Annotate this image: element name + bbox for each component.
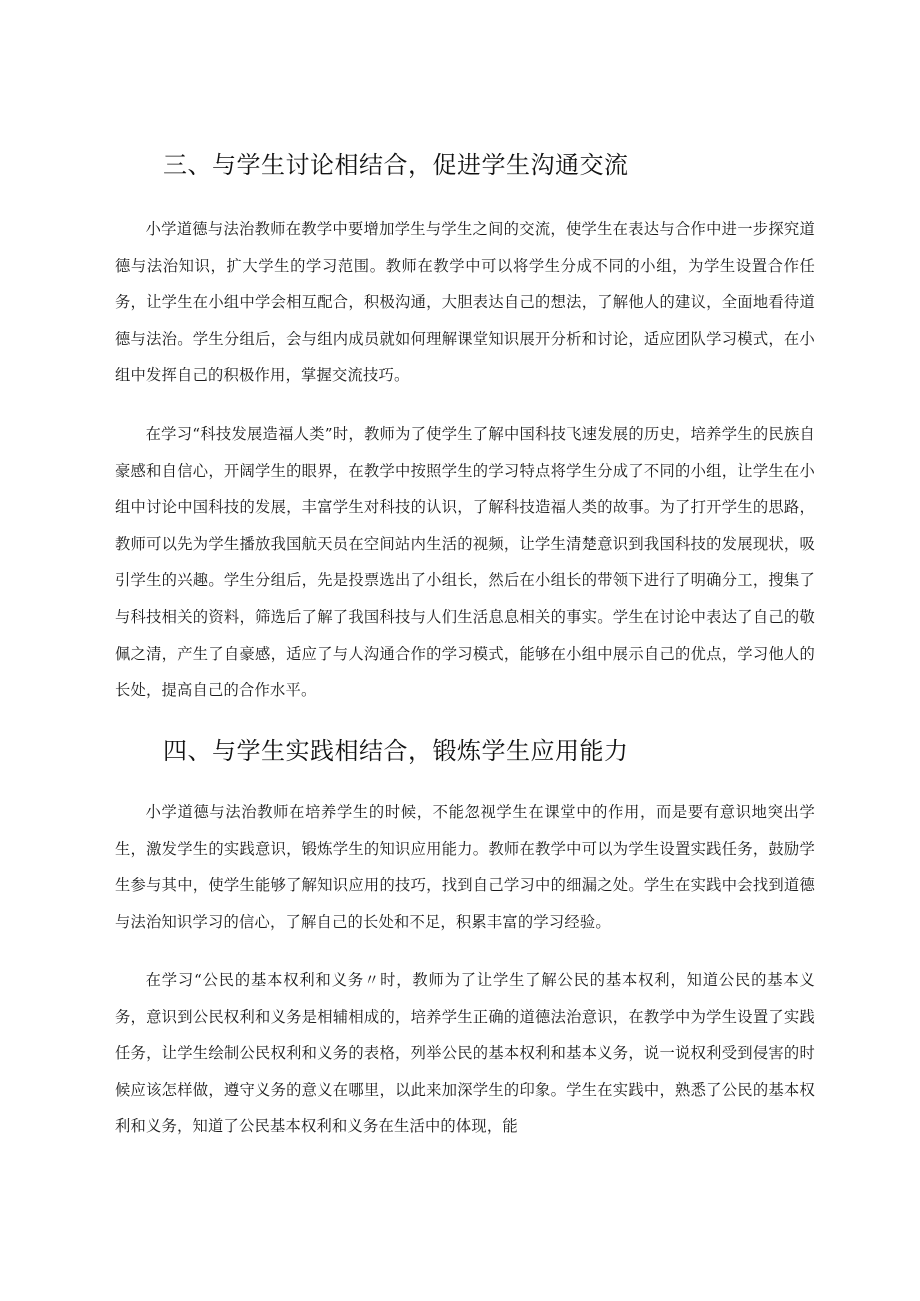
section-heading-3: 三、与学生讨论相结合，促进学生沟通交流 <box>163 151 629 179</box>
paragraph: 小学道德与法治教师在教学中要增加学生与学生之间的交流，使学生在表达与合作中进一步探究道德与法治知识，扩大学生的学习范围。教师在教学中可以将学生分成不同的小组，为学生设置合作任务，让学生在小组中学会相互配合，积极沟通，大胆表达自己的想法，了解他人的建议，全面地看待道德与法治。学生分组后，会与组内成员就如何理解课堂知识展开分析和讨论，适应团队学习模式，在小组中发挥自己的积极作用，掌握交流技巧。 <box>115 220 815 385</box>
paragraph: 小学道德与法治教师在培养学生的时候，不能忽视学生在课堂中的作用，而是要有意识地突出学生，激发学生的实践意识，锻炼学生的知识应用能力。教师在教学中可以为学生设置实践任务，鼓励学生参与其中，使学生能够了解知识应用的技巧，找到自己学习中的细漏之处。学生在实践中会找到道德与法治知识学习的信心，了解自己的长处和不足，积累丰富的学习经验。 <box>115 803 815 931</box>
section-heading-4: 四、与学生实践相结合，锻炼学生应用能力 <box>163 737 629 765</box>
paragraph: 在学习“公民的基本权利和义务〃时，教师为了让学生了解公民的基本权利，知道公民的基本义务，意识到公民权利和义务是相辅相成的，培养学生正确的道德法治意识，在教学中为学生设置了实践任务，让学生绘制公民权利和义务的表格，列举公民的基本权利和基本义务，说一说权利受到侵害的时候应该怎样做，遵守义务的意义在哪里，以此来加深学生的印象。学生在实践中，熟悉了公民的基本权利和义务，知道了公民基本权利和义务在生活中的体现，能 <box>115 971 815 1136</box>
paragraph: 在学习“科技发展造福人类”时，教师为了使学生了解中国科技飞速发展的历史，培养学生的民族自豪感和自信心，开阔学生的眼界，在教学中按照学生的学习特点将学生分成了不同的小组，让学生在小组中讨论中国科技的发展，丰富学生对科技的认识，了解科技造福人类的故事。为了打开学生的思路，教师可以先为学生播放我国航天员在空间站内生活的视频，让学生清楚意识到我国科技的发展现状，吸引学生的兴趣。学生分组后，先是投票选出了小组长，然后在小组长的带领下进行了明确分工，搜集了与科技相关的资料，筛选后了解了我国科技与人们生活息息相关的事实。学生在讨论中表达了自己的敬佩之清，产生了自豪感，适应了与人沟通合作的学习模式，能够在小组中展示自己的优点，学习他人的长处，提高自己的合作水平。 <box>115 425 815 700</box>
